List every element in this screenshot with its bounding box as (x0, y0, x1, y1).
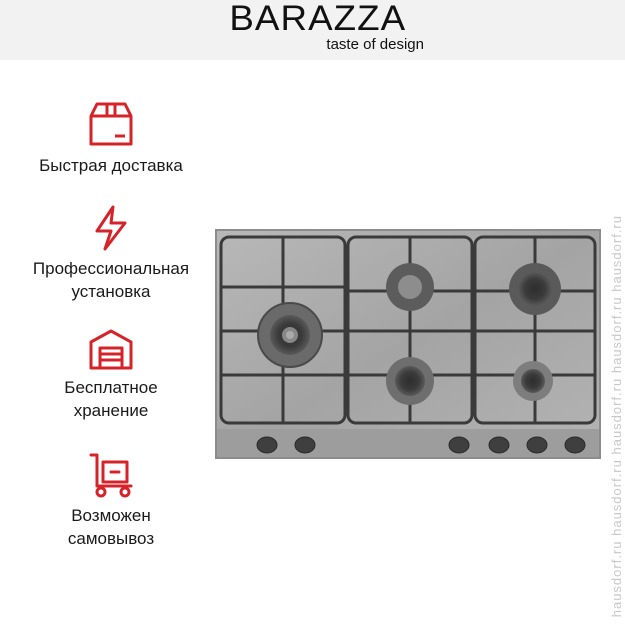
burner (386, 357, 434, 405)
brand-tagline: taste of design (326, 36, 424, 53)
feature-label: Бесплатное хранение (64, 378, 158, 420)
knob (565, 437, 585, 453)
lightning-icon (91, 205, 131, 251)
feature-label: Возможен самовывоз (67, 506, 155, 548)
warehouse-icon (88, 328, 134, 370)
feature-label: Профессиональная установка (32, 259, 190, 301)
brand-logo: BARAZZA (229, 0, 407, 38)
feature-label: Быстрая доставка (39, 156, 183, 175)
knob (489, 437, 509, 453)
burner (386, 263, 434, 311)
knob (449, 437, 469, 453)
burner (513, 361, 553, 401)
feature-installation (20, 205, 202, 303)
feature-fast-delivery (20, 100, 202, 177)
hand-truck-icon (87, 452, 135, 498)
header-bar (0, 0, 625, 60)
watermark-text: hausdorf.ru hausdorf.ru hausdorf.ru hausdorf.ru hausdorf.ru (609, 215, 624, 618)
feature-self-pickup (20, 452, 202, 550)
knob (257, 437, 277, 453)
knob (295, 437, 315, 453)
delivery-box-icon (87, 100, 135, 148)
feature-free-storage (20, 328, 202, 422)
gas-hob-image (215, 229, 601, 459)
burner (286, 331, 294, 339)
burner (509, 263, 561, 315)
knob (527, 437, 547, 453)
